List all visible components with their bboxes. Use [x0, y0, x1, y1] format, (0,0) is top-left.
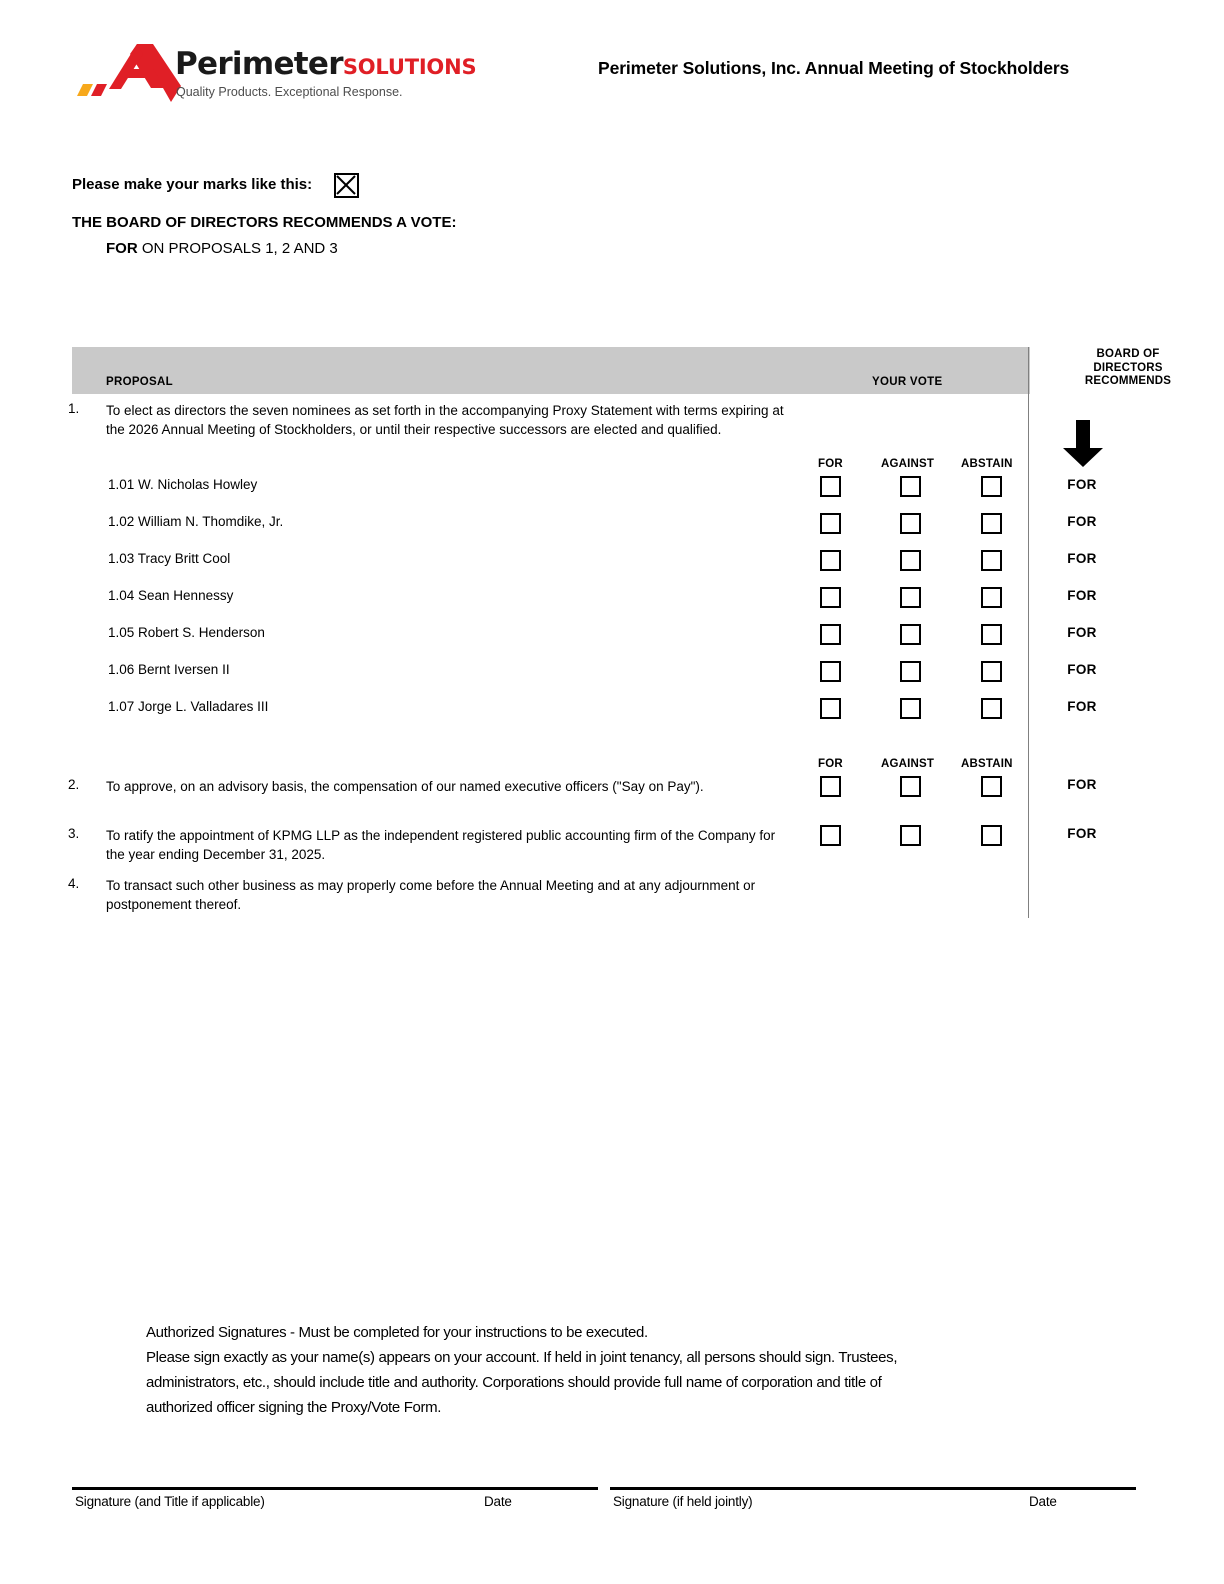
nominee-1-01-label: 1.01 W. Nicholas Howley [108, 477, 258, 492]
nominee-1-04-label: 1.04 Sean Hennessy [108, 588, 234, 603]
nominee-1-07-recommendation: FOR [1067, 699, 1097, 714]
column-header-proposal: PROPOSAL [106, 376, 173, 388]
nominee-1-05-label: 1.05 Robert S. Henderson [108, 625, 265, 640]
board-header-line-1: BOARD OF [1096, 348, 1160, 360]
proposal-2-abstain-checkbox[interactable] [981, 776, 1002, 797]
proposal-2-text: To approve, on an advisory basis, the compensation of our named executive officers ("Say on Pay"). [106, 779, 704, 794]
proposal-3-abstain-checkbox[interactable] [981, 825, 1002, 846]
nominee-1-06-against-checkbox[interactable] [900, 661, 921, 682]
proposal-1-text: To elect as directors the seven nominees as set forth in the accompanying Proxy Statement with terms expiring at the 2026 Annual Meeting of Stockholders, or until their respective successors are elected and qualified. [106, 403, 784, 437]
signature-1-date-label: Date [484, 1494, 512, 1509]
nominee-1-05-against-checkbox[interactable] [900, 624, 921, 645]
proposal-2-recommendation: FOR [1067, 777, 1097, 792]
signature-instructions [146, 1320, 1046, 1420]
signature-instructions-line-2: Please sign exactly as your name(s) appears on your account. If held in joint tenancy, all persons should sign. Trustees, [146, 1349, 898, 1366]
for-rest-text: ON PROPOSALS 1, 2 AND 3 [137, 240, 338, 257]
down-arrow-icon [1062, 420, 1104, 468]
proposal-2-against-checkbox[interactable] [900, 776, 921, 797]
nominee-1-04-recommendation: FOR [1067, 588, 1097, 603]
nominee-1-06-label: 1.06 Bernt Iversen II [108, 662, 230, 677]
nominee-1-07-against-checkbox[interactable] [900, 698, 921, 719]
page-title: Perimeter Solutions, Inc. Annual Meeting of Stockholders [598, 58, 1070, 78]
nominee-1-03-abstain-checkbox[interactable] [981, 550, 1002, 571]
board-header-line-3: RECOMMENDS [1084, 375, 1172, 387]
proposal-2-number: 2. [68, 777, 80, 792]
for-emphasis-text: FOR [106, 240, 138, 257]
nominee-1-04-for-checkbox[interactable] [820, 587, 841, 608]
proposal-3-number: 3. [68, 826, 80, 841]
nominee-1-07-for-checkbox[interactable] [820, 698, 841, 719]
nominee-1-01-abstain-checkbox[interactable] [981, 476, 1002, 497]
nominee-1-03-recommendation: FOR [1067, 551, 1097, 566]
signature-1-label: Signature (and Title if applicable) [75, 1494, 265, 1509]
nominee-1-03-for-checkbox[interactable] [820, 550, 841, 571]
signature-line-1[interactable] [72, 1487, 598, 1490]
vote-header-against-proposals: AGAINST [881, 758, 935, 770]
company-logo [75, 42, 477, 112]
signature-instructions-line-3: administrators, etc., should include title and authority. Corporations should provide full name of corporation and title of [146, 1374, 882, 1391]
proposal-3-recommendation: FOR [1067, 826, 1097, 841]
nominee-1-01-recommendation: FOR [1067, 477, 1097, 492]
nominee-1-02-against-checkbox[interactable] [900, 513, 921, 534]
proposal-4-text: To transact such other business as may properly come before the Annual Meeting and at any adjournment or postponement thereof. [106, 878, 756, 912]
logo-perimeter-text: Perimeter [175, 46, 343, 82]
x-mark-checkbox-icon [334, 173, 359, 198]
signature-2-date-label: Date [1029, 1494, 1057, 1509]
column-header-board-recommends [1032, 348, 1224, 389]
nominee-1-05-recommendation: FOR [1067, 625, 1097, 640]
nominee-1-02-for-checkbox[interactable] [820, 513, 841, 534]
signature-2-label: Signature (if held jointly) [613, 1494, 753, 1509]
nominee-1-03-label: 1.03 Tracy Britt Cool [108, 551, 231, 566]
nominee-1-06-abstain-checkbox[interactable] [981, 661, 1002, 682]
board-header-line-2: DIRECTORS [1093, 361, 1163, 374]
signature-instructions-line-1: Authorized Signatures - Must be completed for your instructions to be executed. [146, 1324, 648, 1341]
nominee-1-06-for-checkbox[interactable] [820, 661, 841, 682]
proposal-2-for-checkbox[interactable] [820, 776, 841, 797]
signature-line-2[interactable] [610, 1487, 1136, 1490]
nominee-1-02-label: 1.02 William N. Thomdike, Jr. [108, 514, 284, 529]
nominee-1-04-abstain-checkbox[interactable] [981, 587, 1002, 608]
vote-header-for-proposals: FOR [818, 758, 843, 770]
nominee-1-06-recommendation: FOR [1067, 662, 1097, 677]
logo-tagline: Quality Products. Exceptional Response. [176, 85, 403, 99]
nominee-1-07-abstain-checkbox[interactable] [981, 698, 1002, 719]
nominee-1-01-against-checkbox[interactable] [900, 476, 921, 497]
vote-header-abstain-proposals: ABSTAIN [961, 758, 1013, 770]
marks-instruction-label: Please make your marks like this: [72, 176, 313, 193]
nominee-1-04-against-checkbox[interactable] [900, 587, 921, 608]
board-recommendation-detail [106, 240, 338, 257]
vote-header-against-nominees: AGAINST [881, 458, 935, 470]
proposal-3-text: To ratify the appointment of KPMG LLP as the independent registered public accounting firm of the Company for the year ending December 31, 2025. [106, 828, 776, 862]
proposal-3-against-checkbox[interactable] [900, 825, 921, 846]
proposal-4-number: 4. [68, 876, 80, 891]
nominee-1-02-abstain-checkbox[interactable] [981, 513, 1002, 534]
proposal-1-number: 1. [68, 401, 80, 416]
signature-instructions-line-4: authorized officer signing the Proxy/Vote Form. [146, 1399, 442, 1416]
nominee-1-02-recommendation: FOR [1067, 514, 1097, 529]
nominee-1-07-label: 1.07 Jorge L. Valladares III [108, 699, 269, 714]
vote-header-abstain-nominees: ABSTAIN [961, 458, 1013, 470]
proposal-3-for-checkbox[interactable] [820, 825, 841, 846]
nominee-1-05-for-checkbox[interactable] [820, 624, 841, 645]
column-header-your-vote: YOUR VOTE [872, 376, 943, 388]
nominee-1-01-for-checkbox[interactable] [820, 476, 841, 497]
logo-wordmark [175, 46, 476, 82]
board-recommendation-heading: THE BOARD OF DIRECTORS RECOMMENDS A VOTE: [72, 214, 457, 231]
vote-header-for-nominees: FOR [818, 458, 843, 470]
nominee-1-03-against-checkbox[interactable] [900, 550, 921, 571]
nominee-1-05-abstain-checkbox[interactable] [981, 624, 1002, 645]
logo-solutions-text: SOLUTIONS [342, 55, 477, 79]
vote-column-divider [1028, 347, 1029, 918]
